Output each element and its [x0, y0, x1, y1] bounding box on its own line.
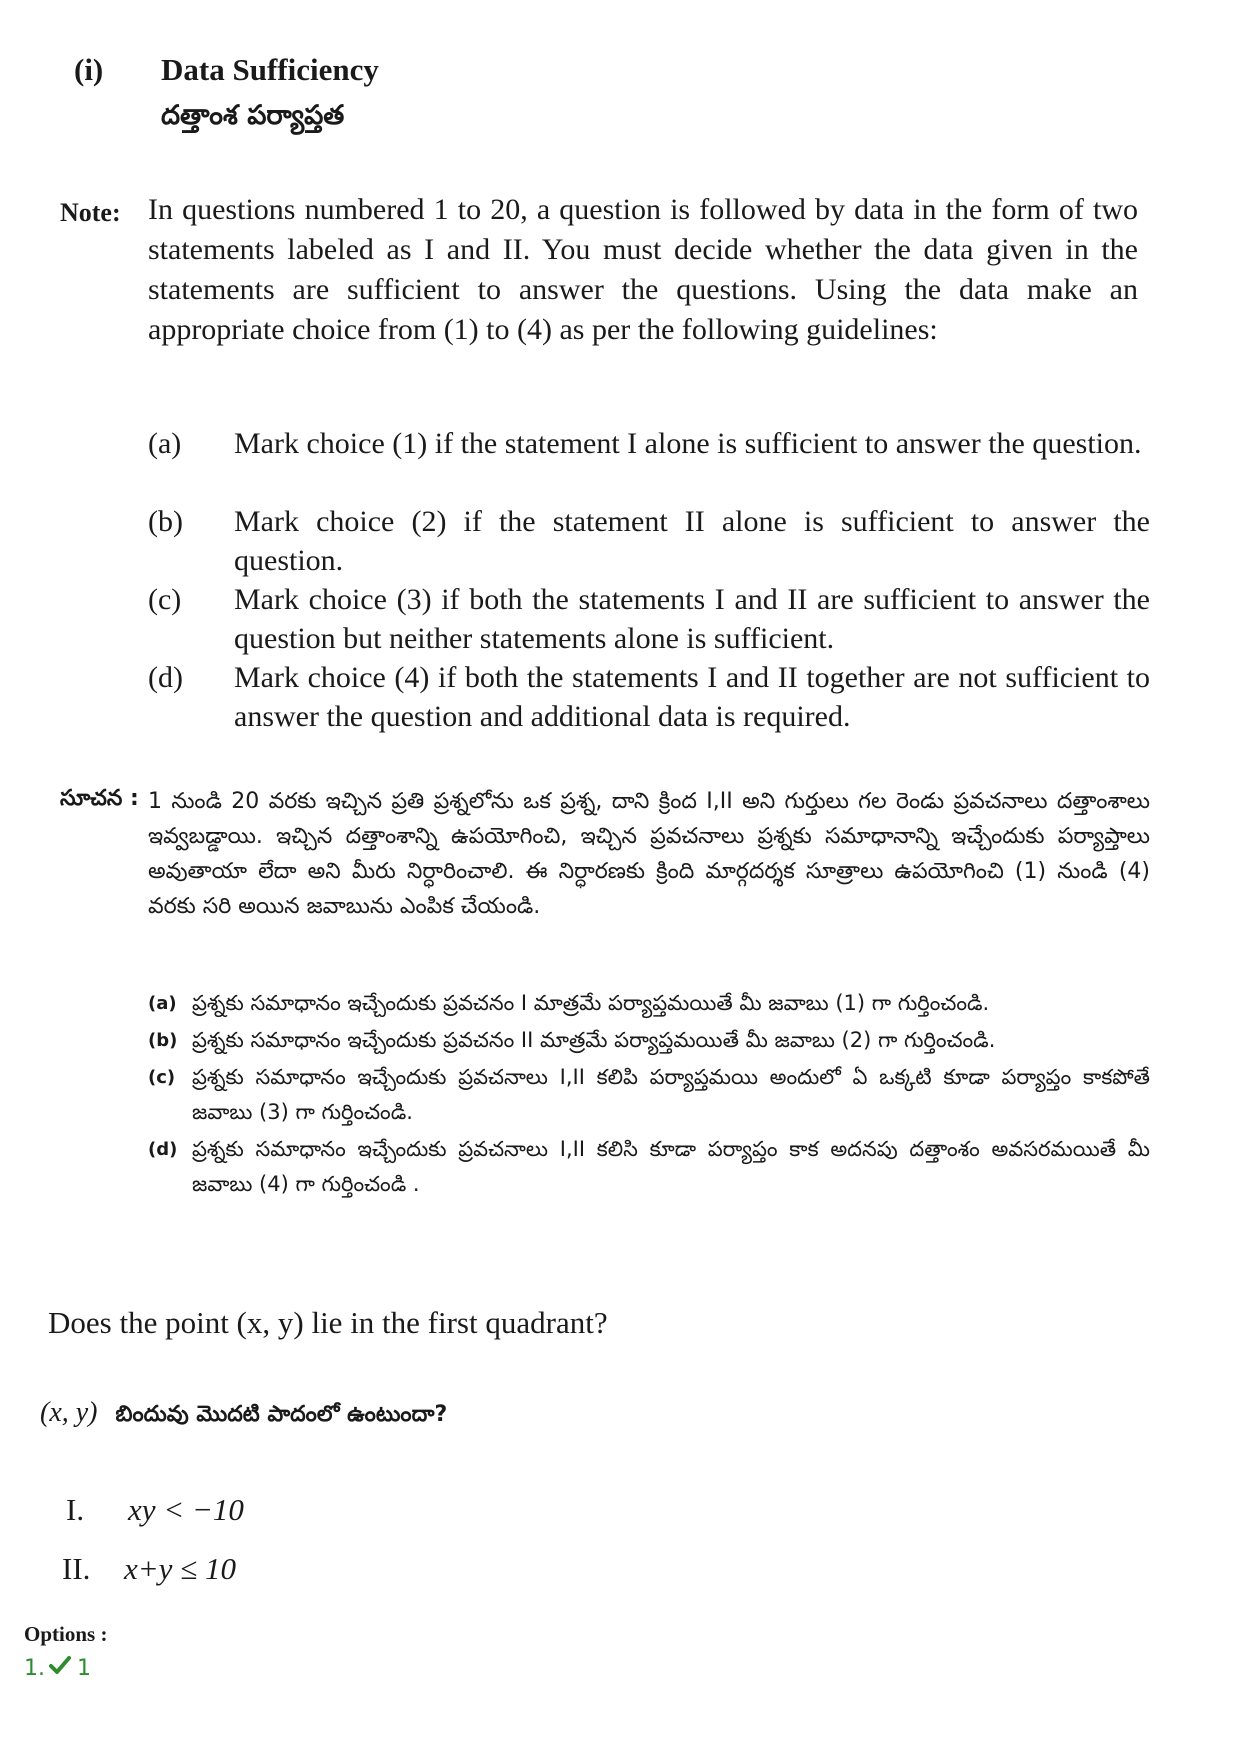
section-number: (i): [74, 52, 104, 87]
guideline-text: Mark choice (3) if both the statements I and II are sufficient to answer the question but neither statements alone is sufficient.: [234, 583, 1150, 655]
telugu-note-text: 1 నుండి 20 వరకు ఇచ్చిన ప్రతి ప్రశ్నలోను ఒక ప్రశ్న, దాని క్రింద I,II అని గుర్తులు గల రెండు ప్రవచనాలు దత్తాంశాలు ఇవ్వబడ్డాయి. ఇచ్చిన దత్తాంశాన్ని ఉపయోగించి, ఇచ్చిన ప్రవచనాలు ప్రశ్నకు సమాధానాన్ని ఇచ్చేందుకు పర్యాప్తాలు అవుతాయా లేదా అని మీరు నిర్ధారించాలి. ఈ నిర్ధారణకు క్రింది మార్గదర్శక సూత్రాలు ఉపయోగించి (1) నుండి (4) వరకు సరి అయిన జవాబును ఎంపిక చేయండి.: [148, 789, 1150, 919]
statement-1: [66, 1492, 244, 1528]
telugu-guideline-item: [148, 1060, 1150, 1130]
guideline-item: [148, 424, 1150, 502]
option-item[interactable]: [24, 1655, 91, 1681]
statement-2: [62, 1551, 236, 1587]
telugu-guidelines-list: [148, 986, 1150, 1204]
telugu-guideline-tag: (a): [148, 993, 177, 1014]
option-number: 1.: [24, 1656, 45, 1681]
statement-expression: xy < −10: [128, 1492, 244, 1527]
guideline-item: [148, 502, 1150, 580]
section-title: Data Sufficiency: [161, 52, 379, 87]
note-text: In questions numbered 1 to 20, a question is followed by data in the form of two statements labeled as I and II. You must decide whether the data given in the statements are sufficient to answer the questions. Using the data make an appropriate choice from (1) to (4) as per the following guidelines:: [148, 193, 1138, 346]
guideline-tag: (d): [148, 661, 183, 694]
telugu-guideline-tag: (b): [148, 1030, 178, 1051]
telugu-guideline-text: ప్రశ్నకు సమాధానం ఇచ్చేందుకు ప్రవచనం I మాత్రమే పర్యాప్తమయితే మీ జవాబు (1) గా గుర్తించండి.: [192, 991, 990, 1015]
guideline-text: Mark choice (4) if both the statements I and II together are not sufficient to answer the question and additional data is required.: [234, 661, 1150, 733]
telugu-guideline-tag: (c): [148, 1067, 176, 1088]
statement-expression: x+y ≤ 10: [124, 1551, 236, 1586]
guideline-tag: (b): [148, 505, 183, 538]
statement-roman: I.: [66, 1492, 85, 1527]
question-telugu-text: బిందువు మొదటి పాదంలో ఉంటుందా?: [115, 1402, 448, 1427]
question-point: (x, y): [40, 1397, 98, 1428]
telugu-note-label: సూచన :: [60, 786, 139, 811]
guideline-tag: (c): [148, 583, 182, 616]
guideline-text: Mark choice (2) if the statement II alone is sufficient to answer the question.: [234, 505, 1150, 577]
check-icon: [49, 1655, 71, 1681]
telugu-guideline-item: [148, 1023, 1150, 1058]
guideline-item: [148, 580, 1150, 658]
option-value: 1: [77, 1656, 91, 1681]
telugu-guideline-text: ప్రశ్నకు సమాధానం ఇచ్చేందుకు ప్రవచనాలు I,II కలిపి పర్యాప్తమయి అందులో ఏ ఒక్కటి కూడా పర్యాప్తం కాకపోతే జవాబు (3) గా గుర్తించండి.: [192, 1065, 1150, 1124]
guidelines-list: [148, 424, 1150, 736]
guideline-item: [148, 658, 1150, 736]
statement-roman: II.: [62, 1551, 91, 1586]
guideline-tag: (a): [148, 427, 182, 460]
question-text: Does the point (x, y) lie in the first quadrant?: [48, 1305, 608, 1340]
question-telugu: [40, 1397, 447, 1432]
telugu-guideline-item: [148, 1132, 1150, 1202]
telugu-guideline-tag: (d): [148, 1139, 178, 1160]
telugu-guideline-text: ప్రశ్నకు సమాధానం ఇచ్చేందుకు ప్రవచనాలు I,II కలిసి కూడా పర్యాప్తం కాక అదనపు దత్తాంశం అవసరమయితే మీ జవాబు (4) గా గుర్తించండి .: [192, 1137, 1150, 1196]
section-title-telugu: దత్తాంశ పర్యాప్తత: [161, 100, 345, 131]
guideline-text: Mark choice (1) if the statement I alone is sufficient to answer the question.: [234, 427, 1142, 460]
telugu-guideline-item: [148, 986, 1150, 1021]
telugu-guideline-text: ప్రశ్నకు సమాధానం ఇచ్చేందుకు ప్రవచనం II మాత్రమే పర్యాప్తమయితే మీ జవాబు (2) గా గుర్తించండి.: [192, 1028, 996, 1052]
options-label: Options :: [24, 1622, 108, 1646]
note-label: Note:: [60, 198, 121, 227]
